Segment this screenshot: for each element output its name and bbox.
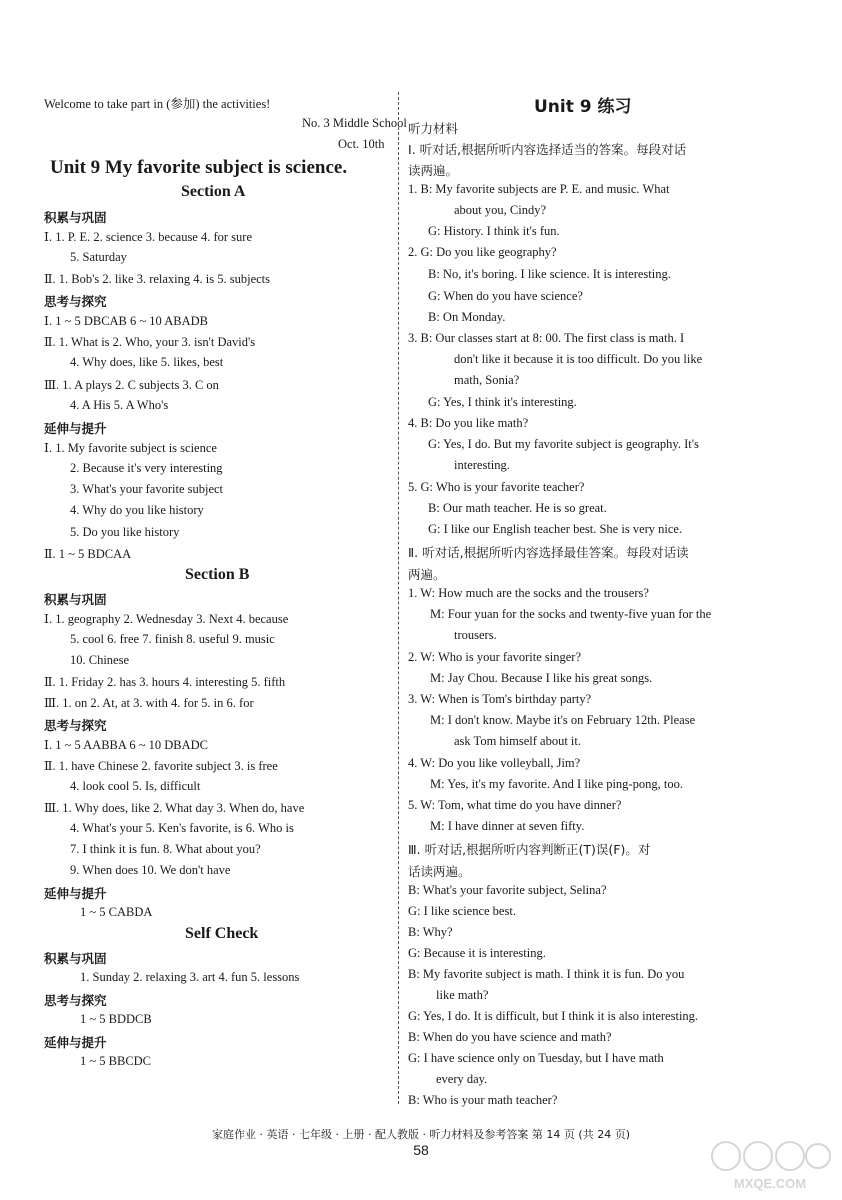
part-1-heading-cont: 读两遍。	[408, 163, 459, 178]
answer-line: 7. I think it is fun. 8. What about you?	[70, 842, 261, 856]
self-check-title: Self Check	[185, 925, 259, 942]
dialogue-line: B: My favorite subject is math. I think it is fun. Do you	[408, 967, 685, 981]
dialogue-line: G: Because it is interesting.	[408, 946, 546, 960]
section-a-heading-3: 延伸与提升	[44, 421, 107, 436]
watermark-logo	[708, 1138, 832, 1194]
dialogue-line: M: Jay Chou. Because I like his great songs.	[430, 671, 653, 685]
page-footer: 家庭作业 · 英语 · 七年级 · 上册 · 配人教版 · 听力材料及参考答案 第 14 页 (共 24 页)	[211, 1128, 630, 1141]
section-b-heading-3: 延伸与提升	[44, 886, 107, 901]
dialogue-line: 4. B: Do you like math?	[408, 416, 529, 430]
column-divider	[398, 92, 399, 1104]
answer-line: 2. Because it's very interesting	[70, 461, 223, 475]
answer-line: 9. When does 10. We don't have	[70, 863, 231, 877]
dialogue-line: G: Yes, I do. But my favorite subject is geography. It's	[428, 437, 699, 451]
answer-line: 4. A His 5. A Who's	[70, 398, 169, 412]
answer-line: Ⅲ. 1. A plays 2. C subjects 3. C on	[44, 378, 219, 392]
dialogue-line: G: When do you have science?	[428, 289, 583, 303]
dialogue-line: don't like it because it is too difficult. Do you like	[454, 352, 703, 366]
dialogue-line: B: Who is your math teacher?	[408, 1093, 558, 1107]
dialogue-line: M: I don't know. Maybe it's on February 12th. Please	[430, 713, 696, 727]
answer-line: 1 ~ 5 BBCDC	[80, 1054, 152, 1068]
dialogue-line: B: When do you have science and math?	[408, 1030, 612, 1044]
answer-line: Ⅱ. 1. What is 2. Who, your 3. isn't David's	[44, 335, 256, 349]
dialogue-line: 1. B: My favorite subjects are P. E. and music. What	[408, 182, 670, 196]
notice-line: Welcome to take part in (参加) the activities!	[44, 97, 271, 111]
answer-line: Ⅱ. 1. Friday 2. has 3. hours 4. interesting 5. fifth	[44, 675, 286, 689]
answer-line: 5. Do you like history	[70, 525, 180, 539]
section-b-heading-2: 思考与探究	[44, 718, 107, 733]
part-2-heading-cont: 两遍。	[408, 567, 446, 582]
answer-line: Ⅲ. 1. on 2. At, at 3. with 4. for 5. in 6. for	[44, 696, 254, 710]
answer-line: 5. Saturday	[70, 250, 127, 264]
dialogue-line: trousers.	[454, 628, 497, 642]
dialogue-line: 2. W: Who is your favorite singer?	[408, 650, 581, 664]
dialogue-line: G: I like science best.	[408, 904, 516, 918]
page-number: 58	[413, 1142, 429, 1158]
part-1-heading: Ⅰ. 听对话,根据所听内容选择适当的答案。每段对话	[408, 142, 687, 157]
answer-line: 1. Sunday 2. relaxing 3. art 4. fun 5. lessons	[80, 970, 300, 984]
self-check-heading-2: 思考与探究	[44, 993, 107, 1008]
dialogue-line: B: Why?	[408, 925, 453, 939]
part-2-heading: Ⅱ. 听对话,根据所听内容选择最佳答案。每段对话读	[408, 545, 689, 560]
practice-unit-title: Unit 9 练习	[534, 97, 632, 117]
dialogue-line: 3. W: When is Tom's birthday party?	[408, 692, 592, 706]
section-a-heading-2: 思考与探究	[44, 294, 107, 309]
dialogue-line: like math?	[436, 988, 489, 1002]
dialogue-line: B: Our math teacher. He is so great.	[428, 501, 607, 515]
answer-line: Ⅰ. 1. My favorite subject is science	[44, 441, 217, 455]
section-a-heading-1: 积累与巩固	[44, 210, 107, 225]
section-a-title: Section A	[181, 183, 246, 200]
answer-line: Ⅱ. 1. Bob's 2. like 3. relaxing 4. is 5. subjects	[44, 272, 271, 286]
answer-line: Ⅱ. 1 ~ 5 BDCAA	[44, 547, 132, 561]
answer-line: Ⅲ. 1. Why does, like 2. What day 3. When do, have	[44, 801, 305, 815]
answer-line: 5. cool 6. free 7. finish 8. useful 9. music	[70, 632, 275, 646]
answer-line: Ⅰ. 1 ~ 5 AABBA 6 ~ 10 DBADC	[44, 738, 208, 752]
self-check-heading-3: 延伸与提升	[44, 1035, 107, 1050]
dialogue-line: 1. W: How much are the socks and the trousers?	[408, 586, 649, 600]
answer-line: 1 ~ 5 BDDCB	[80, 1012, 152, 1026]
dialogue-line: G: Yes, I think it's interesting.	[428, 395, 577, 409]
dialogue-line: G: I like our English teacher best. She is very nice.	[428, 522, 683, 536]
answer-line: Ⅰ. 1 ~ 5 DBCAB 6 ~ 10 ABADB	[44, 314, 208, 328]
dialogue-line: 5. W: Tom, what time do you have dinner?	[408, 798, 622, 812]
dialogue-line: B: On Monday.	[428, 310, 506, 324]
answer-line: Ⅰ. 1. P. E. 2. science 3. because 4. for sure	[44, 230, 253, 244]
dialogue-line: 3. B: Our classes start at 8: 00. The first class is math. I	[408, 331, 685, 345]
dialogue-line: M: Four yuan for the socks and twenty-five yuan for the	[430, 607, 712, 621]
dialogue-line: math, Sonia?	[454, 373, 520, 387]
dialogue-line: interesting.	[454, 458, 510, 472]
watermark-text: MXQE.COM	[733, 1176, 807, 1191]
dialogue-line: 5. G: Who is your favorite teacher?	[408, 480, 585, 494]
listening-label: 听力材料	[408, 121, 459, 136]
answer-line: 4. What's your 5. Ken's favorite, is 6. Who is	[70, 821, 294, 835]
part-3-heading-cont: 话读两遍。	[408, 864, 471, 879]
self-check-heading-1: 积累与巩固	[44, 951, 107, 966]
answer-line: 4. Why do you like history	[70, 503, 204, 517]
notice-date: Oct. 10th	[338, 137, 385, 151]
dialogue-line: M: I have dinner at seven fifty.	[430, 819, 585, 833]
dialogue-line: G: Yes, I do. It is difficult, but I think it is also interesting.	[408, 1009, 699, 1023]
dialogue-line: G: I have science only on Tuesday, but I have math	[408, 1051, 664, 1065]
dialogue-line: ask Tom himself about it.	[454, 734, 582, 748]
dialogue-line: 4. W: Do you like volleyball, Jim?	[408, 756, 581, 770]
dialogue-line: G: History. I think it's fun.	[428, 224, 560, 238]
answer-line: 4. Why does, like 5. likes, best	[70, 355, 224, 369]
dialogue-line: about you, Cindy?	[454, 203, 547, 217]
dialogue-line: B: What's your favorite subject, Selina?	[408, 883, 607, 897]
part-3-heading: Ⅲ. 听对话,根据所听内容判断正(T)误(F)。对	[408, 842, 651, 857]
answer-line: 1 ~ 5 CABDA	[80, 905, 153, 919]
answer-line: 4. look cool 5. Is, difficult	[70, 779, 201, 793]
answer-line: Ⅰ. 1. geography 2. Wednesday 3. Next 4. because	[44, 612, 289, 626]
notice-school: No. 3 Middle School	[302, 116, 407, 130]
section-b-title: Section B	[185, 566, 250, 583]
answer-line: 3. What's your favorite subject	[70, 482, 224, 496]
answer-line: Ⅱ. 1. have Chinese 2. favorite subject 3. is free	[44, 759, 278, 773]
section-b-heading-1: 积累与巩固	[44, 592, 107, 607]
dialogue-line: B: No, it's boring. I like science. It is interesting.	[428, 267, 671, 281]
unit-title: Unit 9 My favorite subject is science.	[50, 157, 348, 178]
dialogue-line: 2. G: Do you like geography?	[408, 245, 557, 259]
answer-line: 10. Chinese	[70, 653, 130, 667]
dialogue-line: M: Yes, it's my favorite. And I like ping-pong, too.	[430, 777, 683, 791]
dialogue-line: every day.	[436, 1072, 488, 1086]
